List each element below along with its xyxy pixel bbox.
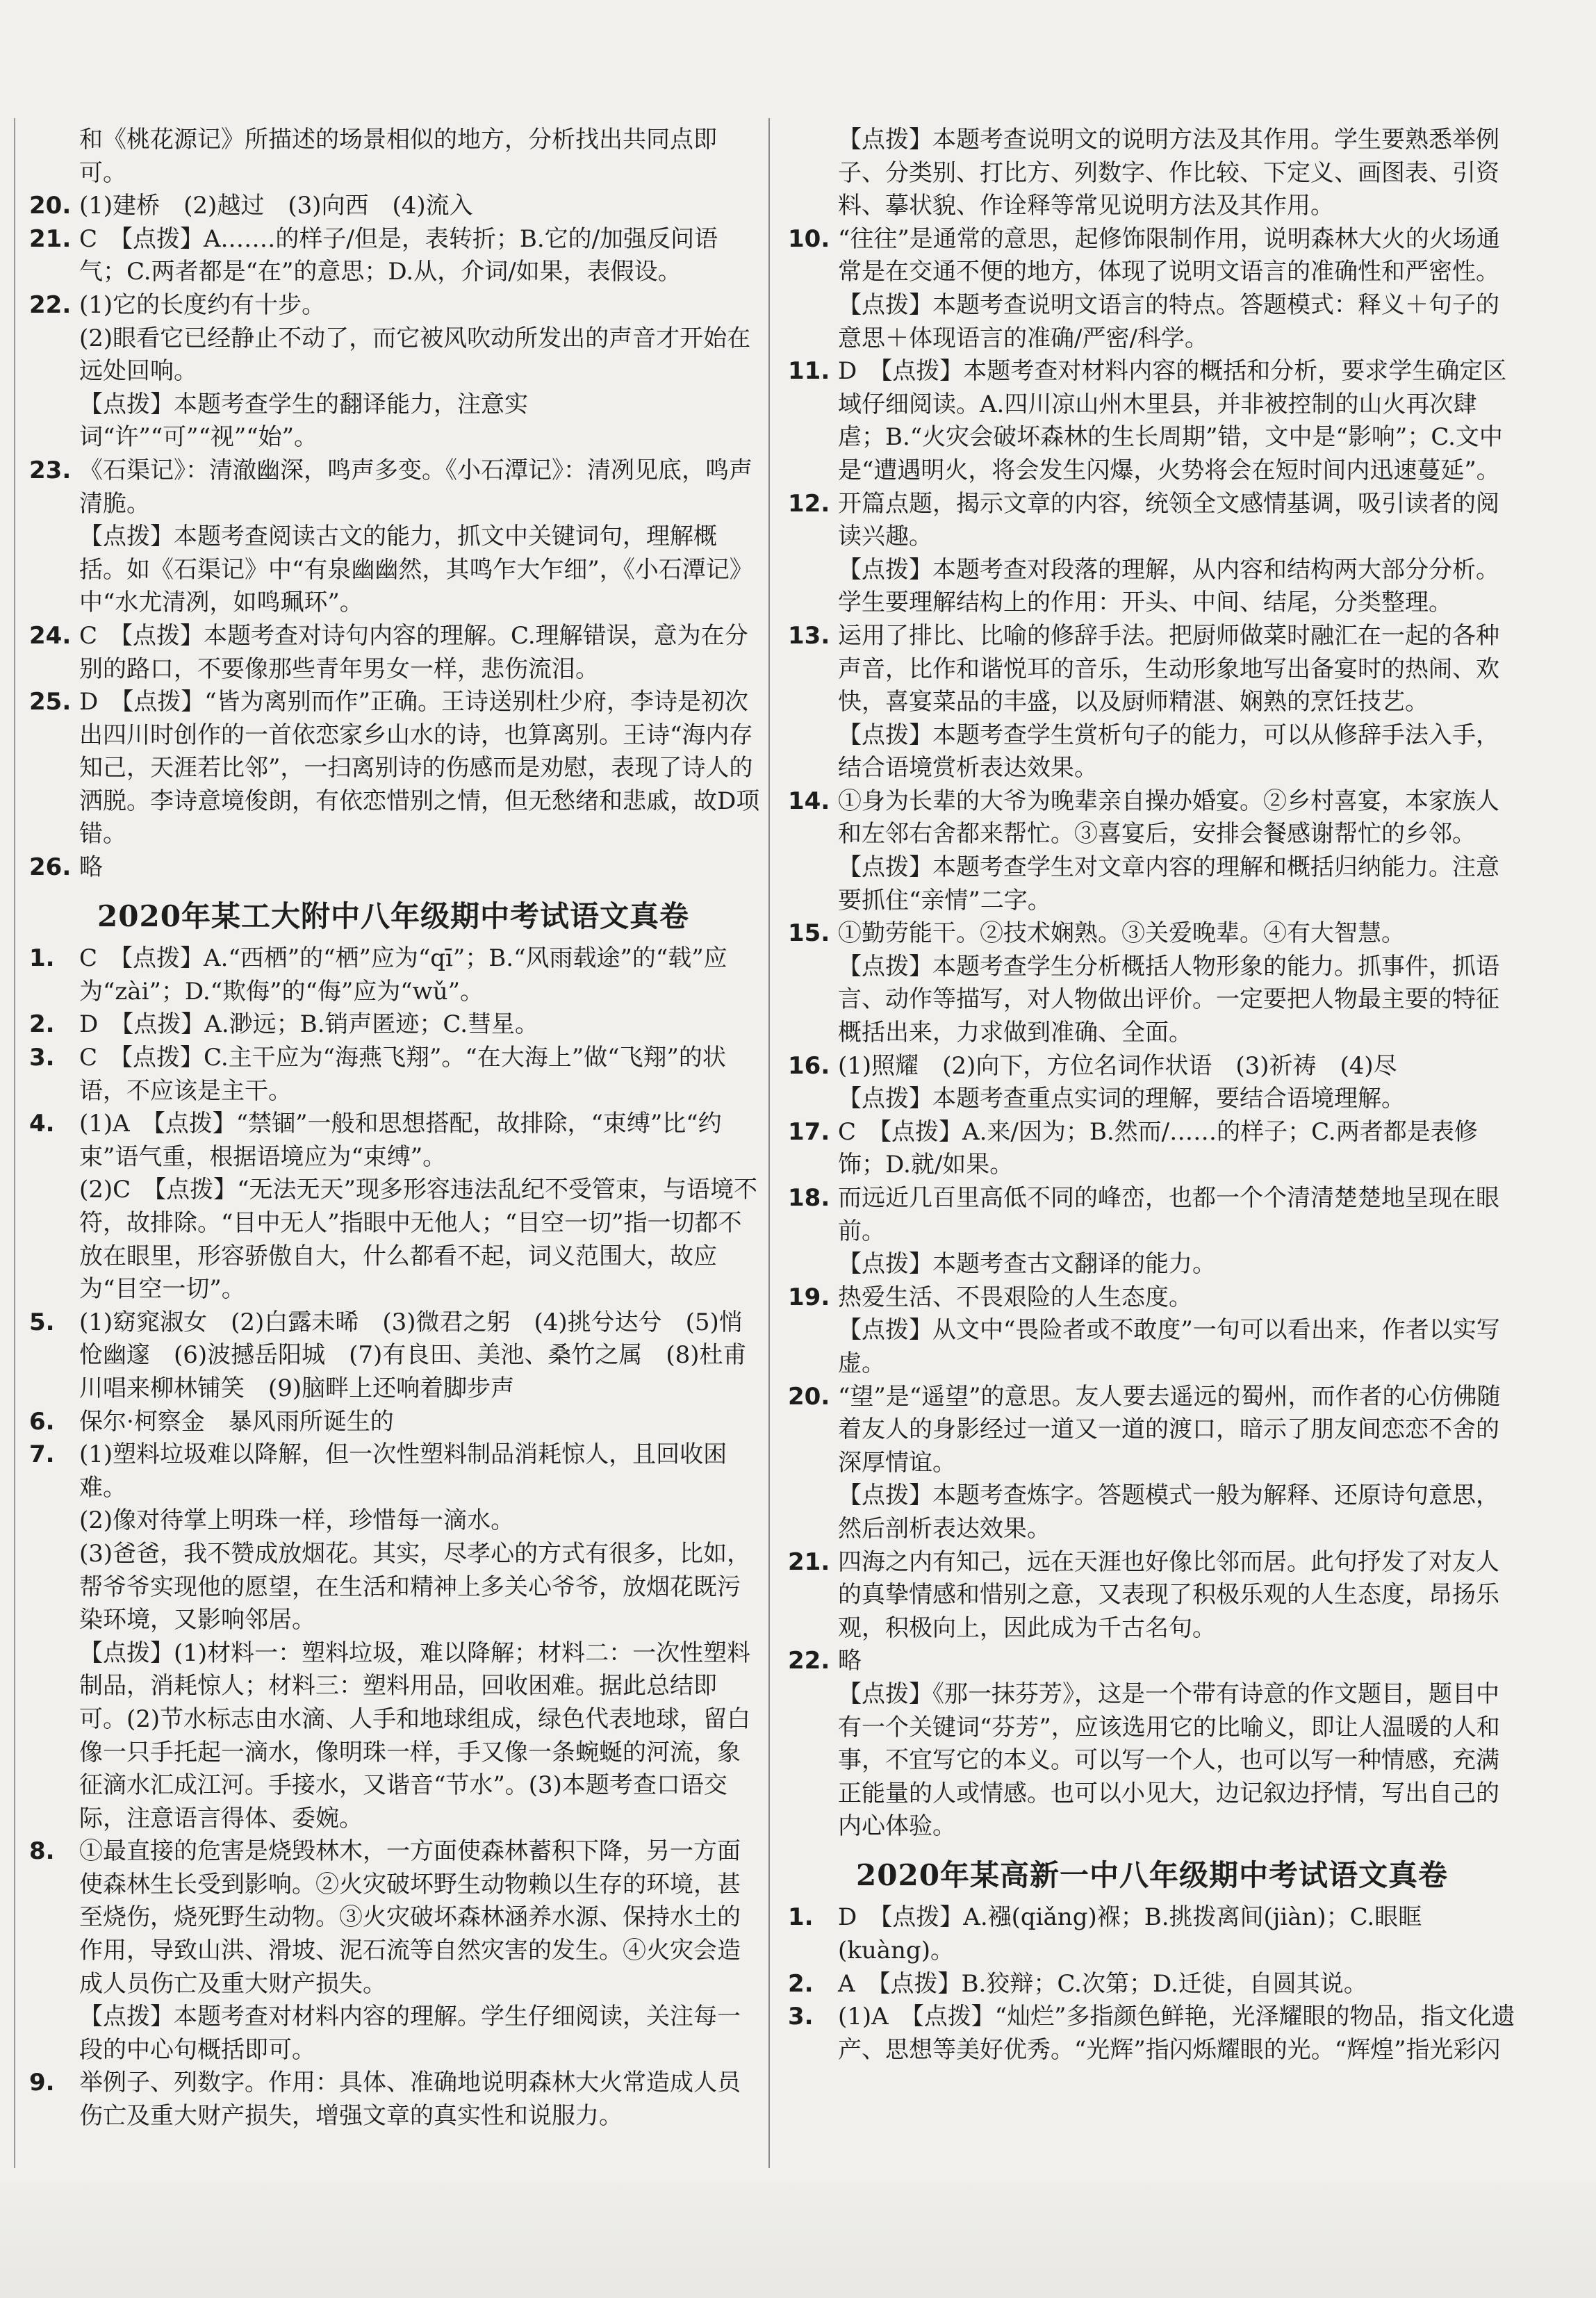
answer-item [784, 1546, 1520, 1645]
question-number: 22. [788, 1647, 830, 1675]
answer-item [25, 1406, 762, 1439]
answer-subtext: 【点拨】本题考查古文翻译的能力。 [838, 1250, 1216, 1279]
answer-text: 保尔·柯察金 暴风雨所诞生的 [79, 1407, 394, 1436]
answer-text: 《石渠记》：清澈幽深，鸣声多变。《小石潭记》：清冽见底，鸣声清脆。 [79, 456, 752, 518]
answer-item [25, 1835, 762, 2001]
answer-item [25, 454, 762, 520]
answer-item [784, 488, 1520, 554]
question-number: 3. [788, 2003, 814, 2031]
answer-item [784, 355, 1520, 487]
question-number: 21. [788, 1548, 830, 1576]
answer-text: (1)A 【点拨】“灿烂”多指颜色鲜艳，光泽耀眼的物品，指文化遗产、思想等美好优秀。“光辉”指闪烁耀眼的光。“辉煌”指光彩闪 [838, 2003, 1515, 2064]
answer-subtext: 【点拨】本题考查重点实词的理解，要结合语境理解。 [838, 1085, 1405, 1113]
question-number: 11. [788, 357, 830, 386]
answer-subtext: 【点拨】本题考查说明文语言的特点。答题模式：释义＋句子的意思＋体现语言的准确/严密/科学。 [838, 290, 1499, 352]
question-number: 20. [788, 1382, 830, 1411]
answer-item [784, 1381, 1520, 1480]
question-number: 15. [788, 919, 830, 948]
answer-subtext: (2)C 【点拨】“无法无天”现多形容违法乱纪不受管束，与语境不符，故排除。“目中无人”指眼中无他人；“目空一切”指一切都不放在眼里，形容骄傲自大，什么都看不起，词义范围大，故应为“目空一切”。 [79, 1176, 757, 1304]
answer-item [25, 1042, 762, 1108]
question-number: 9. [29, 2069, 55, 2097]
answer-text: 四海之内有知己，远在天涯也好像比邻而居。此句抒发了对友人的真挚情感和惜别之意，又表现了积极乐观的人生态度，昂扬乐观，积极向上，因此成为千古名句。 [838, 1548, 1499, 1642]
answer-subtext: 【点拨】本题考查炼字。答题模式一般为解释、还原诗句意思，然后剖析表达效果。 [838, 1482, 1499, 1543]
page-bottom-margin [0, 2182, 1596, 2298]
answer-item [25, 1008, 762, 1042]
question-number: 10. [788, 224, 830, 253]
answer-subtext: (2)像对待掌上明珠一样，珍惜每一滴水。 [79, 1507, 515, 1535]
answer-subtext: (2)眼看它已经静止不动了，而它被风吹动所发出的声音才开始在远处回响。 [79, 324, 751, 386]
answer-subtext: 【点拨】本题考查学生赏析句子的能力，可以从修辞手法入手，结合语境赏析表达效果。 [838, 721, 1499, 782]
answer-text: 举例子、列数字。作用：具体、准确地说明森林大火常造成人员伤亡及重大财产损失，增强文章的真实性和说服力。 [79, 2069, 741, 2131]
answer-text: C 【点拨】C.主干应为“海燕飞翔”。“在大海上”做“飞翔”的状语，不应该是主干。 [79, 1044, 726, 1105]
section-title: 2020年某工大附中八年级期中考试语文真卷 [97, 898, 689, 933]
answer-subtext: 【点拨】《那一抹芬芳》，这是一个带有诗意的作文题目，题目中有一个关键词“芬芳”，应该选用它的比喻义，即让人温暖的人和事，不宜写它的本义。可以写一个人，也可以写一种情感，充满正能量的人或情感。也可以小见大，边记叙边抒情，写出自己的内心体验。 [838, 1680, 1500, 1841]
answer-text: 开篇点题，揭示文章的内容，统领全文感情基调，吸引读者的阅读兴趣。 [838, 489, 1499, 551]
answer-item [784, 1645, 1520, 1678]
answer-text: D 【点拨】A.襁(qiǎng)褓；B.挑拨离间(jiàn)；C.眼眶(kuàng)。 [838, 1903, 1422, 1965]
question-number: 7. [29, 1441, 55, 1469]
answer-text: “往往”是通常的意思，起修饰限制作用，说明森林大火的火场通常是在交通不便的地方，体现了说明文语言的准确性和严密性。 [838, 224, 1500, 286]
answer-item [784, 1281, 1520, 1315]
answer-subtext: 【点拨】本题考查学生的翻译能力，注意实词“许”“可”“视”“始”。 [79, 390, 528, 452]
answer-subtext: (3)爸爸，我不赞成放烟花。其实，尽孝心的方式有很多，比如，帮爷爷实现他的愿望，在生活和精神上多关心爷爷，放烟花既污染环境，又影响邻居。 [79, 1539, 751, 1634]
question-number: 22. [29, 290, 72, 319]
question-number: 2. [29, 1010, 55, 1039]
question-number: 1. [788, 1903, 814, 1932]
answer-item [25, 1306, 762, 1406]
answer-item [25, 851, 762, 885]
answer-item [784, 2001, 1520, 2067]
answer-item [784, 1968, 1520, 2001]
continued-text: 和《桃花源记》所描述的场景相似的地方，分析找出共同点即可。 [79, 126, 717, 187]
question-number: 26. [29, 853, 72, 882]
answer-item [25, 223, 762, 289]
question-number: 20. [29, 192, 72, 220]
answer-text: “望”是“遥望”的意思。友人要去遥远的蜀州，而作者的心仿佛随着友人的身影经过一道又一道的渡口，暗示了朋友间恋恋不舍的深厚情谊。 [838, 1382, 1501, 1477]
answer-text: 而远近几百里高低不同的峰峦，也都一个个清清楚楚地呈现在眼前。 [838, 1184, 1499, 1245]
answer-text: 略 [838, 1647, 862, 1675]
question-number: 16. [788, 1051, 830, 1080]
answer-text: D 【点拨】“皆为离别而作”正确。王诗送别杜少府，李诗是初次出四川时创作的一首依恋家乡山水的诗，也算离别。王诗“海内存知己，天涯若比邻”，一扫离别诗的伤感而是劝慰，表现了诗人的洒脱。李诗意境俊朗，有依恋惜别之情，但无愁绪和悲戚，故D项错。 [79, 688, 760, 848]
answer-subtext: 【点拨】(1)材料一：塑料垃圾，难以降解；材料二：一次性塑料制品，消耗惊人；材料三：塑料用品，回收困难。据此总结即可。(2)节水标志由水滴、人手和地球组成，绿色代表地球，留白像一只手托起一滴水，像明珠一样，手又像一条蜿蜒的河流，象征滴水汇成江河。手接水，又谐音“节水”。(3)本题考查口语交际，注意语言得体、委婉。 [79, 1639, 751, 1832]
question-number: 18. [788, 1184, 830, 1212]
answer-text: 略 [79, 853, 103, 882]
answer-item [25, 686, 762, 851]
answer-text: C 【点拨】本题考查对诗句内容的理解。C.理解错误，意为在分别的路口，不要像那些青年男女一样，悲伤流泪。 [79, 621, 748, 683]
question-number: 17. [788, 1117, 830, 1146]
answer-subtext: 【点拨】从文中“畏险者或不敢度”一句可以看出来，作者以实写虚。 [838, 1316, 1500, 1377]
answer-text: C 【点拨】A.“西栖”的“栖”应为“qī”；B.“风雨载途”的“载”应为“zài”；D.“欺侮”的“侮”应为“wǔ”。 [79, 944, 727, 1006]
answer-item [784, 1901, 1520, 1967]
answer-text: (1)窈窕淑女 (2)白露未晞 (3)微君之躬 (4)挑兮达兮 (5)悄怆幽邃 (6)波撼岳阳城 (7)有良田、美池、桑竹之属 (8)杜甫川唱来柳林铺笑 (9)脑畔上还响着脚步声 [79, 1308, 747, 1402]
answer-subtext: 【点拨】本题考查对段落的理解，从内容和结构两大部分分析。学生要理解结构上的作用：开头、中间、结尾，分类整理。 [838, 555, 1499, 617]
answer-text: D 【点拨】本题考查对材料内容的概括和分析，要求学生确定区域仔细阅读。A.四川凉山州木里县，并非被控制的山火再次肆虐；B.“火灾会破坏森林的生长周期”错，文中是“影响”；C.文中是“遭遇明火，将会发生闪爆，火势将会在短时间内迅速蔓延”。 [838, 357, 1507, 484]
answer-subtext: 【点拨】本题考查学生对文章内容的理解和概括归纳能力。注意要抓住“亲情”二字。 [838, 853, 1499, 914]
answer-text: C 【点拨】A.……的样子/但是，表转折；B.它的/加强反问语气；C.两者都是“在”的意思；D.从，介词/如果，表假设。 [79, 224, 718, 286]
question-number: 12. [788, 489, 830, 518]
answer-text: (1)照耀 (2)向下，方位名词作状语 (3)祈祷 (4)尽 [838, 1051, 1397, 1080]
question-number: 8. [29, 1837, 55, 1866]
answer-item [784, 620, 1520, 719]
answer-item [25, 289, 762, 322]
answer-text: C 【点拨】A.来/因为；B.然而/……的样子；C.两者都是表修饰；D.就/如果。 [838, 1117, 1478, 1179]
answer-text: (1)它的长度约有十步。 [79, 290, 326, 319]
left-column [25, 124, 762, 2133]
answer-text: (1)A 【点拨】“禁锢”一般和思想搭配，故排除，“束缚”比“约束”语气重，根据语境应为“束缚”。 [79, 1110, 722, 1171]
answer-text: 热爱生活、不畏艰险的人生态度。 [838, 1283, 1192, 1311]
answer-item [25, 1108, 762, 1174]
question-number: 14. [788, 787, 830, 815]
answer-text: (1)建桥 (2)越过 (3)向西 (4)流入 [79, 192, 473, 220]
answer-item [25, 942, 762, 1008]
question-number: 6. [29, 1407, 55, 1436]
answer-item [784, 1182, 1520, 1248]
answer-text: 运用了排比、比喻的修辞手法。把厨师做菜时融汇在一起的各种声音，比作和谐悦耳的音乐，生动形象地写出备宴时的热闹、欢快，喜宴菜品的丰盛，以及厨师精湛、娴熟的烹饪技艺。 [838, 621, 1499, 716]
question-number: 19. [788, 1283, 830, 1311]
question-number: 3. [29, 1044, 55, 1072]
answer-item [25, 620, 762, 686]
answer-subtext: 【点拨】本题考查阅读古文的能力，抓文中关键词句，理解概括。如《石渠记》中“有泉幽幽然，其鸣乍大乍细”，《小石潭记》中“水尤清冽，如鸣珮环”。 [79, 523, 753, 617]
answer-item [784, 223, 1520, 289]
question-number: 25. [29, 688, 72, 716]
right-column [784, 124, 1520, 2067]
answer-subtext: 【点拨】本题考查说明文的说明方法及其作用。学生要熟悉举例子、分类别、打比方、列数字、作比较、下定义、画图表、引资料、摹状貌、作诠释等常见说明方法及其作用。 [838, 126, 1499, 220]
answer-subtext: 【点拨】本题考查学生分析概括人物形象的能力。抓事件，抓语言、动作等描写，对人物做出评价。一定要把人物最主要的特征概括出来，力求做到准确、全面。 [838, 952, 1499, 1047]
question-number: 24. [29, 621, 72, 650]
section-title: 2020年某高新一中八年级期中考试语文真卷 [856, 1857, 1448, 1892]
answer-item [784, 1050, 1520, 1083]
answer-item [784, 917, 1520, 951]
left-margin-rule [14, 118, 15, 2168]
question-number: 4. [29, 1110, 55, 1138]
answer-text: ①勤劳能干。②技术娴熟。③关爱晚辈。④有大智慧。 [838, 919, 1405, 948]
answer-text: D 【点拨】A.渺远；B.销声匿迹；C.彗星。 [79, 1010, 539, 1039]
question-number: 1. [29, 944, 55, 973]
question-number: 2. [788, 1969, 814, 1998]
question-number: 23. [29, 456, 72, 484]
question-number: 13. [788, 621, 830, 650]
answer-text: ①身为长辈的大爷为晚辈亲自操办婚宴。②乡村喜宴，本家族人和左邻右舍都来帮忙。③喜宴后，安排会餐感谢帮忙的乡邻。 [838, 787, 1499, 848]
answer-item [25, 190, 762, 223]
answer-item [784, 785, 1520, 851]
column-divider [768, 118, 770, 2168]
question-number: 21. [29, 224, 72, 253]
answer-text: (1)塑料垃圾难以降解，但一次性塑料制品消耗惊人，且回收困难。 [79, 1441, 727, 1502]
answer-text: A 【点拨】B.狡辩；C.次第；D.迁徙，自圆其说。 [838, 1969, 1367, 1998]
answer-item [25, 1438, 762, 1504]
answer-item [784, 1116, 1520, 1182]
answer-text: ①最直接的危害是烧毁林木，一方面使森林蓄积下降，另一方面使森林生长受到影响。②火灾破坏野生动物赖以生存的环境，甚至烧伤，烧死野生动物。③火灾破坏森林涵养水源、保持水土的作用，导致山洪、滑坡、泥石流等自然灾害的发生。④火灾会造成人员伤亡及重大财产损失。 [79, 1837, 741, 1998]
answer-item [25, 2067, 762, 2133]
question-number: 5. [29, 1308, 55, 1336]
answer-subtext: 【点拨】本题考查对材料内容的理解。学生仔细阅读，关注每一段的中心句概括即可。 [79, 2003, 741, 2064]
